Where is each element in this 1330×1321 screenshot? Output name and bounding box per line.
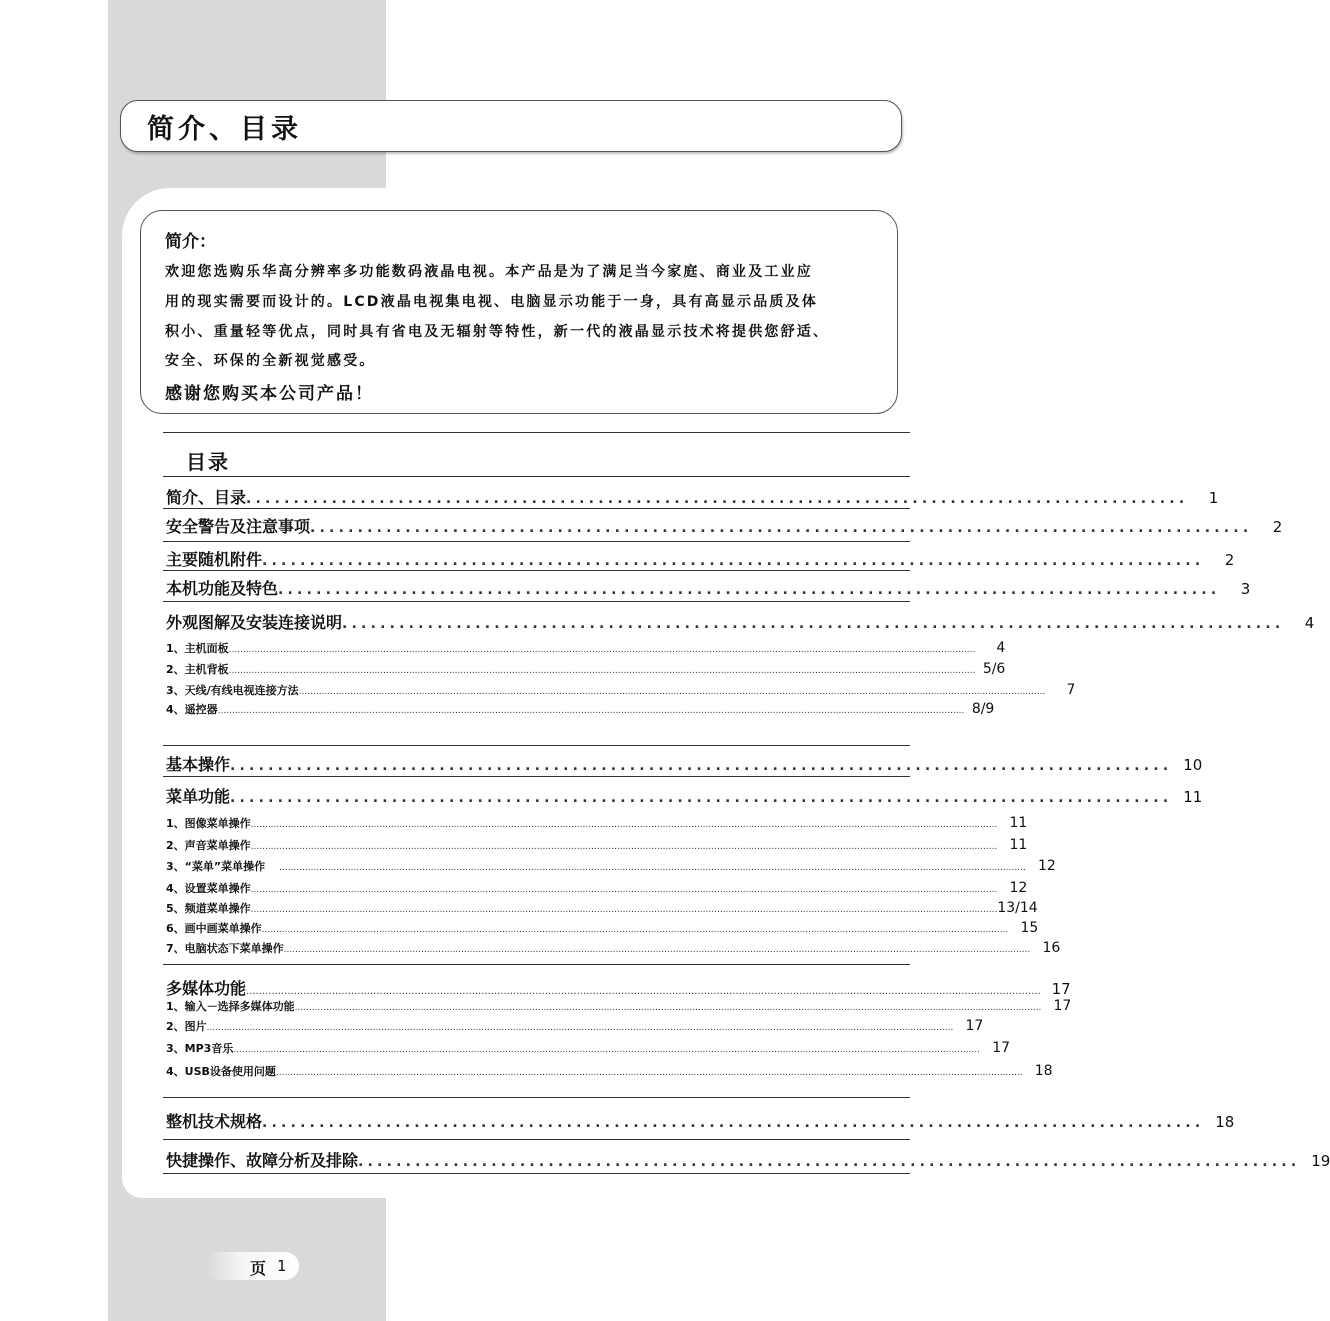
- intro-line: 积小、重量轻等优点，同时具有省电及无辐射等特性，新一代的液晶显示技术将提供您舒适、: [165, 324, 830, 340]
- toc-entry-page: 18: [1034, 1063, 1053, 1079]
- toc-entry-label: 6、画中画菜单操作: [166, 922, 262, 935]
- toc-entry-page: 16: [1042, 940, 1061, 956]
- toc-entry-page: 12: [1009, 880, 1028, 896]
- toc-divider: [163, 1139, 910, 1140]
- leader-dots: .....................................................................................................................................................................................................................................................................: [228, 666, 976, 676]
- toc-entry-label: 整机技术规格: [166, 1112, 263, 1131]
- leader-dots: ..........................................................................................................................................................................................................................................................: [246, 986, 1041, 997]
- toc-entry-page: 2: [1272, 518, 1283, 536]
- toc-entry-page: 17: [992, 1040, 1011, 1056]
- toc-entry[interactable]: [166, 547, 1235, 570]
- toc-entry-label: 3、天线/有线电视连接方法: [166, 684, 299, 697]
- leader-dots: .....................................................................................................................................................................................................................................................................: [294, 1003, 1042, 1013]
- toc-entry-label: 安全警告及注意事项: [166, 517, 311, 536]
- toc-subentry[interactable]: [166, 920, 1039, 936]
- toc-entry-page: 4: [1304, 614, 1315, 632]
- toc-divider: [163, 601, 910, 602]
- toc-entry-label: 本机功能及特色: [166, 579, 279, 598]
- leader-dots: .....................................................................................................................................................................................................................................................................: [250, 885, 998, 895]
- toc-subentry[interactable]: [166, 682, 1076, 698]
- toc-entry-label: 基本操作: [166, 755, 231, 774]
- page-title-box: [120, 100, 902, 152]
- page-number-tab: [205, 1252, 299, 1280]
- toc-entry-label: 主要随机附件: [166, 550, 263, 569]
- toc-entry-page: 11: [1009, 837, 1028, 853]
- toc-divider: [163, 541, 910, 542]
- leader-dots: .....................................................................................................................................................................................................................................................................: [250, 842, 998, 852]
- toc-entry[interactable]: [166, 576, 1251, 599]
- toc-entry-page: 17: [1051, 980, 1071, 998]
- toc-subentry[interactable]: [166, 900, 1038, 916]
- page-word: 页: [250, 1259, 267, 1278]
- toc-divider: [163, 1097, 910, 1098]
- toc-divider: [163, 964, 910, 965]
- toc-entry-label: 多媒体功能: [166, 979, 247, 998]
- leader-dots: .....................................................................................................................................................................................................................................................................: [298, 687, 1046, 697]
- toc-entry-label: 2、图片: [166, 1020, 207, 1033]
- toc-subentry[interactable]: [166, 1018, 984, 1034]
- leader-dots: .....................................................................................................................................................................................................................................................................: [275, 1068, 1023, 1078]
- toc-entry[interactable]: [166, 483, 1219, 508]
- toc-entry-label: 4、USB设备使用问题: [166, 1065, 276, 1078]
- leader-dots: .....................................................................................................................................................................................................................................................................: [250, 905, 998, 915]
- toc-entry-label: 1、输入－选择多媒体功能: [166, 1000, 295, 1013]
- toc-entry-label: 7、电脑状态下菜单操作: [166, 942, 284, 955]
- toc-divider: [163, 745, 910, 746]
- toc-entry-page: 17: [1053, 998, 1072, 1014]
- toc-entry[interactable]: [166, 784, 1203, 807]
- toc-entry[interactable]: [166, 752, 1203, 775]
- leader-dots: ...................................................................................................: [262, 1115, 1205, 1131]
- toc-entry-page: 8/9: [971, 701, 995, 717]
- toc-divider: [163, 508, 910, 509]
- leader-dots: .....................................................................................................................................................................................................................................................................: [228, 645, 976, 655]
- toc-entry-label: 3、MP3音乐: [166, 1042, 234, 1055]
- toc-entry-page: 15: [1020, 920, 1039, 936]
- toc-entry-page: 4: [996, 640, 1006, 656]
- toc-entry-page: 1: [1208, 489, 1219, 507]
- toc-entry[interactable]: [166, 514, 1283, 537]
- toc-divider: [163, 1173, 910, 1174]
- leader-dots: ...................................................................................................: [246, 491, 1189, 507]
- toc-divider: [163, 570, 910, 571]
- toc-entry[interactable]: [166, 1109, 1235, 1132]
- toc-entry-page: 3: [1240, 580, 1251, 598]
- page-title: 简介、目录: [147, 114, 302, 145]
- toc-divider: [163, 476, 910, 477]
- leader-dots: .....................................................................................................................................................................................................................................................................: [217, 706, 965, 716]
- leader-dots: .....................................................................................................................................................................................................................................................................: [279, 863, 1026, 873]
- toc-subentry[interactable]: [166, 880, 1028, 896]
- toc-entry-page: 2: [1224, 551, 1235, 569]
- toc-divider: [163, 432, 910, 433]
- toc-entry[interactable]: [166, 976, 1071, 999]
- toc-entry-page: 12: [1037, 858, 1056, 874]
- toc-entry-label: 快捷操作、故障分析及排除: [166, 1151, 359, 1170]
- toc-entry-label: 2、主机背板: [166, 663, 229, 676]
- intro-line: 欢迎您选购乐华高分辨率多功能数码液晶电视。本产品是为了满足当今家庭、商业及工业应: [165, 264, 813, 280]
- leader-dots: .....................................................................................................................................................................................................................................................................: [206, 1023, 954, 1033]
- toc-subentry[interactable]: [166, 701, 995, 717]
- toc-entry[interactable]: [166, 610, 1315, 633]
- toc-subentry[interactable]: [166, 661, 1006, 677]
- toc-subentry[interactable]: [166, 640, 1006, 656]
- toc-entry-label: 1、主机面板: [166, 642, 229, 655]
- toc-title: 目录: [186, 450, 230, 474]
- leader-dots: ...................................................................................................: [278, 582, 1221, 598]
- toc-entry-page: 7: [1066, 682, 1076, 698]
- toc-subentry[interactable]: [166, 837, 1028, 853]
- toc-subentry[interactable]: [166, 815, 1028, 831]
- leader-dots: .....................................................................................................................................................................................................................................................................: [283, 945, 1031, 955]
- leader-dots: ...................................................................................................: [230, 758, 1173, 774]
- toc-entry-page: 13/14: [997, 900, 1038, 916]
- toc-subentry[interactable]: [166, 858, 1056, 874]
- toc-entry-label: 3、“菜单”菜单操作: [166, 860, 266, 873]
- toc-entry-page: 11: [1009, 815, 1028, 831]
- toc-entry-label: 4、遥控器: [166, 703, 218, 716]
- leader-dots: ...................................................................................................: [342, 616, 1285, 632]
- toc-entry-label: 简介、目录: [166, 488, 247, 507]
- leader-dots: ...................................................................................................: [310, 520, 1253, 536]
- toc-entry[interactable]: [166, 1148, 1330, 1171]
- intro-line: 安全、环保的全新视觉感受。: [165, 353, 376, 369]
- toc-entry-page: 11: [1183, 788, 1203, 806]
- toc-entry-page: 10: [1183, 756, 1203, 774]
- leader-dots: ...................................................................................................: [262, 553, 1205, 569]
- leader-dots: .....................................................................................................................................................................................................................................................................: [233, 1045, 981, 1055]
- toc-subentry[interactable]: [166, 940, 1061, 956]
- toc-entry-page: 17: [965, 1018, 984, 1034]
- intro-line: 用的现实需要而设计的。LCD液晶电视集电视、电脑显示功能于一身，具有高显示品质及体: [165, 294, 819, 310]
- intro-title: 简介：: [165, 232, 216, 252]
- toc-entry-page: 18: [1215, 1113, 1235, 1131]
- toc-entry-label: 菜单功能: [166, 787, 231, 806]
- toc-subentry[interactable]: [166, 1040, 1011, 1056]
- intro-box: [140, 210, 898, 414]
- toc-entry-label: 5、频道菜单操作: [166, 902, 251, 915]
- leader-dots: .....................................................................................................................................................................................................................................................................: [261, 925, 1009, 935]
- toc-entry-page: 5/6: [982, 661, 1006, 677]
- toc-entry-page: 19: [1311, 1152, 1330, 1170]
- toc-subentry[interactable]: [166, 998, 1072, 1014]
- leader-dots: ...................................................................................................: [358, 1154, 1301, 1170]
- toc-subentry[interactable]: [166, 1063, 1053, 1079]
- toc-divider: [163, 776, 910, 777]
- toc-entry-label: 1、图像菜单操作: [166, 817, 251, 830]
- toc-entry-label: 外观图解及安装连接说明: [166, 613, 343, 632]
- toc-entry-label: 4、设置菜单操作: [166, 882, 251, 895]
- toc-entry-label: 2、声音菜单操作: [166, 839, 251, 852]
- page-number: 1: [277, 1257, 287, 1275]
- intro-thanks: 感谢您购买本公司产品！: [165, 384, 374, 404]
- leader-dots: ...................................................................................................: [230, 790, 1173, 806]
- leader-dots: .....................................................................................................................................................................................................................................................................: [250, 820, 998, 830]
